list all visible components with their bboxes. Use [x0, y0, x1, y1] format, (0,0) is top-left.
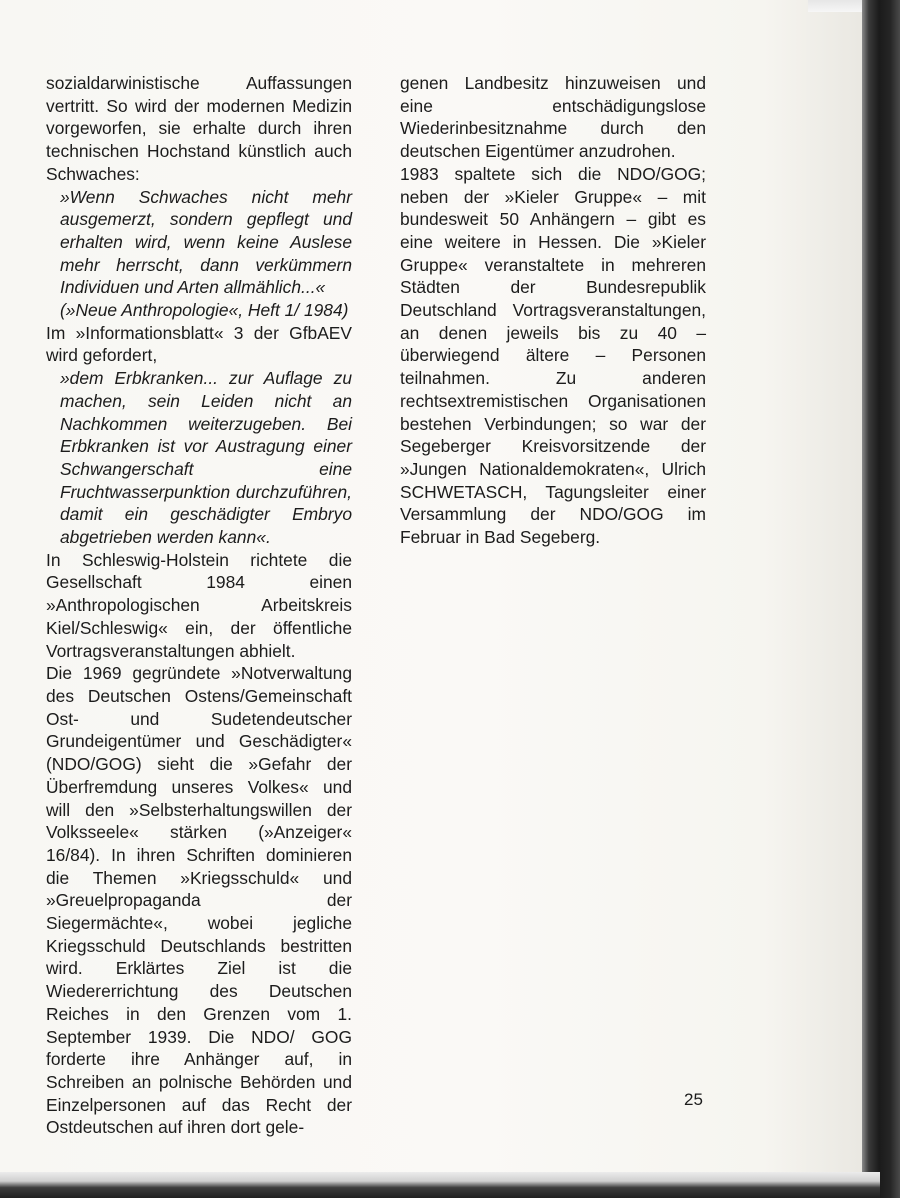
book-bottom-edge [0, 1172, 880, 1198]
paragraph: 1983 spaltete sich die NDO/GOG; neben der »Kieler Gruppe« – mit bundesweit 50 Anhängern – gibt es eine weitere in Hessen. Die »Kieler Gruppe« veranstaltete in mehreren Städten der Bundesrepublik Deutschland Vortragsveranstaltungen, an denen jeweils bis zu 40 – überwiegend ältere – Personen teilnahmen. Zu anderen rechtsextremistischen Organisationen bestehen Verbindungen; so war der Segeberger Kreisvorsitzende der »Jungen Nationaldemokraten«, Ulrich SCHWETASCH, Tagungsleiter einer Versammlung der NDO/GOG im Februar in Bad Segeberg. [400, 163, 706, 548]
paragraph: sozialdarwinistische Auffassungen vertritt. So wird der modernen Medizin vorgeworfen, sie erhalte durch ihren technischen Hochstand künstlich auch Schwaches: [46, 73, 352, 184]
book-spine [862, 0, 900, 1198]
left-text-column [46, 72, 352, 1139]
paragraph: genen Landbesitz hinzuweisen und eine entschädigungslose Wiederinbesitznahme durch den deutschen Eigentümer anzudrohen. [400, 73, 706, 162]
quote: »Wenn Schwaches nicht mehr ausgemerzt, sondern gepflegt und erhalten wird, wenn keine Auslese mehr herrscht, dann verkümmern Individuen und Arten allmählich...« [60, 186, 352, 298]
quote: »dem Erbkranken... zur Auflage zu machen, sein Leiden nicht an Nachkommen weiterzugeben. Bei Erbkranken ist vor Austragung einer Schwangerschaft eine Fruchtwasserpunktion durchzuführen, damit ein geschädigter Embryo abgetrieben werden kann«. [60, 368, 352, 548]
paragraph: In Schleswig-Holstein richtete die Gesellschaft 1984 einen »Anthropologischen Arbeitskreis Kiel/Schleswig« ein, der öffentliche Vortragsveranstaltungen abhielt. [46, 549, 352, 661]
paragraph: Im »Informationsblatt« 3 der GfbAEV wird gefordert, [46, 322, 352, 366]
paragraph: Die 1969 gegründete »Notverwaltung des Deutschen Ostens/Gemeinschaft Ost- und Sudetendeutscher Grundeigentümer und Geschädigter« (NDO/GOG) sieht die »Gefahr der Überfremdung unseres Volkes« und will den »Selbsterhaltungswillen der Volksseele« stärken (»Anzeiger« 16/84). In ihren Schriften dominieren die Themen »Kriegsschuld« und »Greuelpropaganda der Siegermächte«, wobei jegliche Kriegsschuld Deutschlands bestritten wird. Erklärtes Ziel ist die Wiedererrichtung des Deutschen Reiches in den Grenzen vom 1. September 1939. Die NDO/ GOG forderte ihre Anhänger auf, in Schreiben an polnische Behörden und Einzelpersonen auf das Recht der Ostdeutschen auf ihren dort gele- [46, 663, 352, 1138]
right-text-column [400, 72, 706, 549]
page-top-edge [808, 0, 868, 12]
quote-source: (»Neue Anthropologie«, Heft 1/ 1984) [60, 300, 349, 321]
page-number: 25 [684, 1090, 703, 1109]
